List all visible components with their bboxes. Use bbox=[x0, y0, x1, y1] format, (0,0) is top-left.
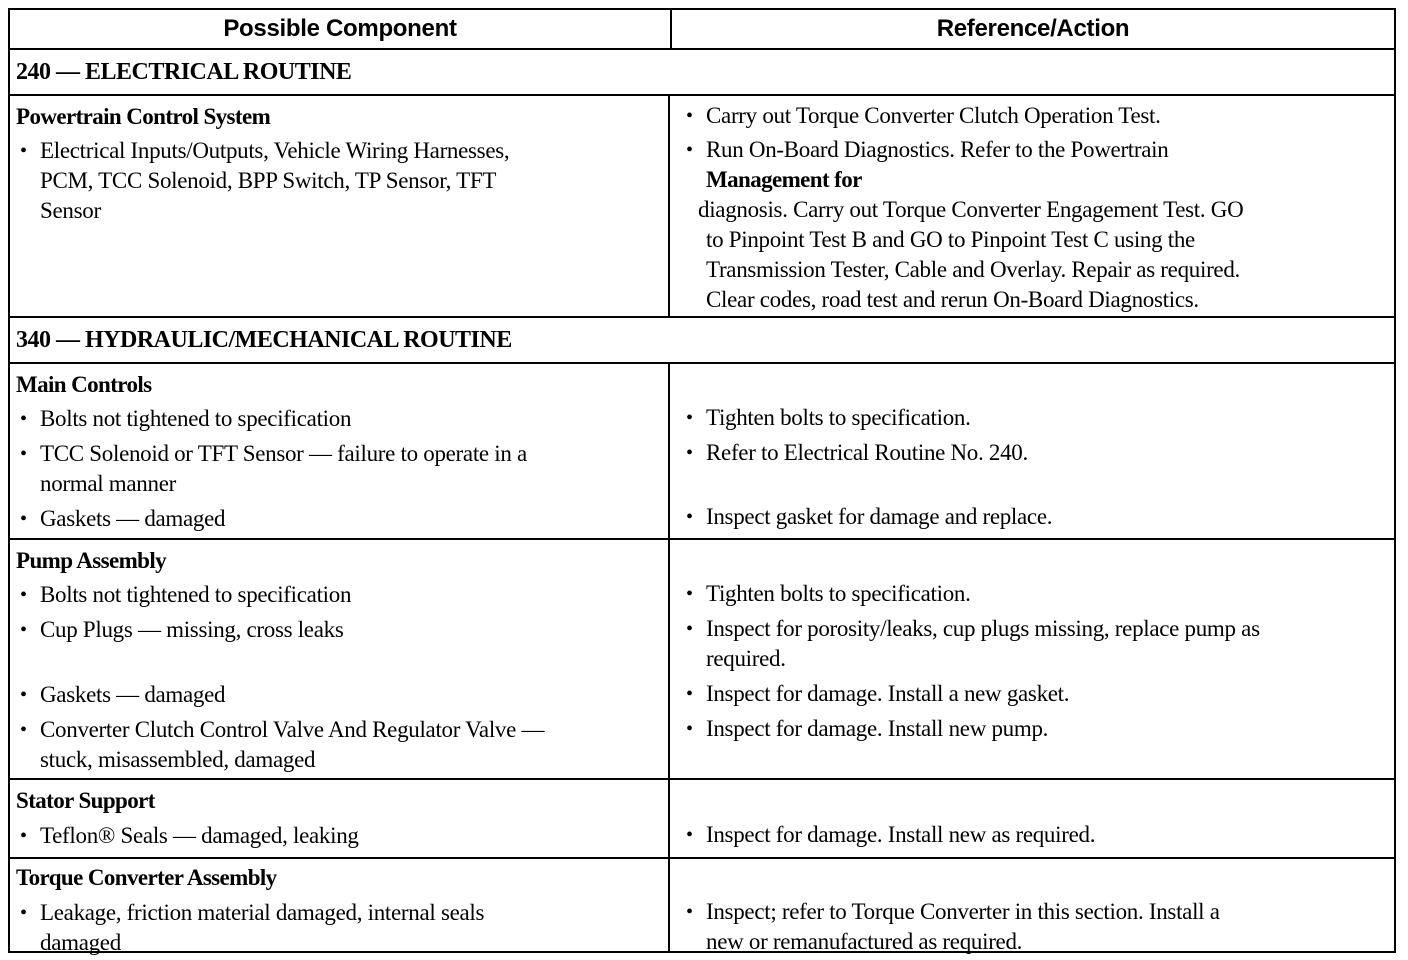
bullet-icon: • bbox=[686, 901, 693, 923]
action-cell bbox=[670, 540, 1394, 778]
bullet-icon: • bbox=[20, 508, 27, 530]
group-title: Pump Assembly bbox=[16, 548, 167, 573]
group-title: Main Controls bbox=[16, 372, 152, 397]
list-item: • Converter Clutch Control Valve And Regulator Valve — stuck, misassembled, damaged bbox=[20, 717, 545, 772]
list-item: • Bolts not tightened to specification bbox=[40, 404, 351, 434]
list-item: • Teflon® Seals — damaged, leaking bbox=[40, 821, 359, 851]
header-reference-action: Reference/Action bbox=[936, 15, 1130, 42]
bullet-icon: • bbox=[686, 618, 693, 640]
group-title: Powertrain Control System bbox=[16, 104, 271, 129]
list-item: • Run On-Board Diagnostics. Refer to the Powertrain Management for diagnosis. Carry out Torque Converter Engagement Test. GO to Pinpoint Test B and GO to Pinpoint Test C using the Transmission Tester, Cable and Overlay. Repair as required. Clear codes, road test and rerun On-Board Diagnostics. bbox=[686, 137, 1244, 312]
diagnosis-table bbox=[8, 8, 1396, 953]
bullet-icon: • bbox=[686, 718, 693, 740]
bullet-icon: • bbox=[20, 619, 27, 641]
action-cell bbox=[670, 364, 1394, 538]
bullet-icon: • bbox=[686, 824, 693, 846]
action-cell bbox=[670, 780, 1394, 857]
list-item: • Tighten bolts to specification. bbox=[706, 403, 971, 433]
list-item: • Cup Plugs — missing, cross leaks bbox=[40, 615, 343, 645]
list-item: • Leakage, friction material damaged, internal seals damaged bbox=[20, 900, 485, 955]
group-title: Stator Support bbox=[16, 788, 155, 813]
list-item: • Bolts not tightened to specification bbox=[40, 580, 351, 610]
bullet-icon: • bbox=[20, 825, 27, 847]
group-title: Torque Converter Assembly bbox=[16, 865, 277, 890]
bullet-icon: • bbox=[686, 583, 693, 605]
list-item: • Electrical Inputs/Outputs, Vehicle Wiring Harnesses, PCM, TCC Solenoid, BPP Switch, TP Sensor, TFT Sensor bbox=[20, 138, 510, 223]
table-row bbox=[10, 540, 1394, 780]
component-cell bbox=[10, 780, 670, 857]
bullet-icon: • bbox=[686, 442, 693, 464]
list-item: • Gaskets — damaged bbox=[40, 504, 225, 534]
table-header bbox=[10, 10, 1394, 50]
component-cell bbox=[10, 364, 670, 538]
bullet-icon: • bbox=[20, 719, 27, 741]
bullet-icon: • bbox=[20, 584, 27, 606]
routine-title: 240 — ELECTRICAL ROUTINE bbox=[10, 50, 1394, 96]
bullet-icon: • bbox=[20, 902, 27, 924]
list-item: • Gaskets — damaged bbox=[40, 680, 225, 710]
list-item: • Inspect for porosity/leaks, cup plugs missing, replace pump as required. bbox=[686, 616, 1260, 671]
table-row bbox=[10, 364, 1394, 540]
table-row bbox=[10, 859, 1394, 955]
component-cell bbox=[10, 540, 670, 778]
bullet-icon: • bbox=[20, 408, 27, 430]
action-cell bbox=[670, 96, 1394, 316]
bullet-icon: • bbox=[686, 139, 693, 161]
list-item: • Tighten bolts to specification. bbox=[706, 579, 971, 609]
bullet-icon: • bbox=[686, 407, 693, 429]
list-item: • Refer to Electrical Routine No. 240. bbox=[706, 438, 1028, 468]
list-item: • TCC Solenoid or TFT Sensor — failure to operate in a normal manner bbox=[20, 441, 527, 496]
header-possible-component: Possible Component bbox=[10, 10, 672, 48]
bullet-icon: • bbox=[686, 506, 693, 528]
component-cell bbox=[10, 96, 670, 316]
routine-title: 340 — HYDRAULIC/MECHANICAL ROUTINE bbox=[10, 318, 1394, 364]
component-cell bbox=[10, 859, 670, 955]
table-row bbox=[10, 780, 1394, 859]
bullet-icon: • bbox=[686, 683, 693, 705]
list-item: • Inspect for damage. Install new pump. bbox=[706, 714, 1048, 744]
list-item: • Inspect; refer to Torque Converter in this section. Install a new or remanufactured as required. bbox=[686, 899, 1220, 954]
list-item: • Inspect for damage. Install a new gasket. bbox=[706, 679, 1069, 709]
list-item: • Carry out Torque Converter Clutch Operation Test. bbox=[706, 101, 1161, 131]
list-item: • Inspect for damage. Install new as required. bbox=[706, 820, 1095, 850]
bullet-icon: • bbox=[20, 443, 27, 465]
bullet-icon: • bbox=[20, 684, 27, 706]
table-row bbox=[10, 96, 1394, 318]
list-item: • Inspect gasket for damage and replace. bbox=[706, 502, 1052, 532]
action-cell bbox=[670, 859, 1394, 954]
bullet-icon: • bbox=[20, 140, 27, 162]
bullet-icon: • bbox=[686, 105, 693, 127]
